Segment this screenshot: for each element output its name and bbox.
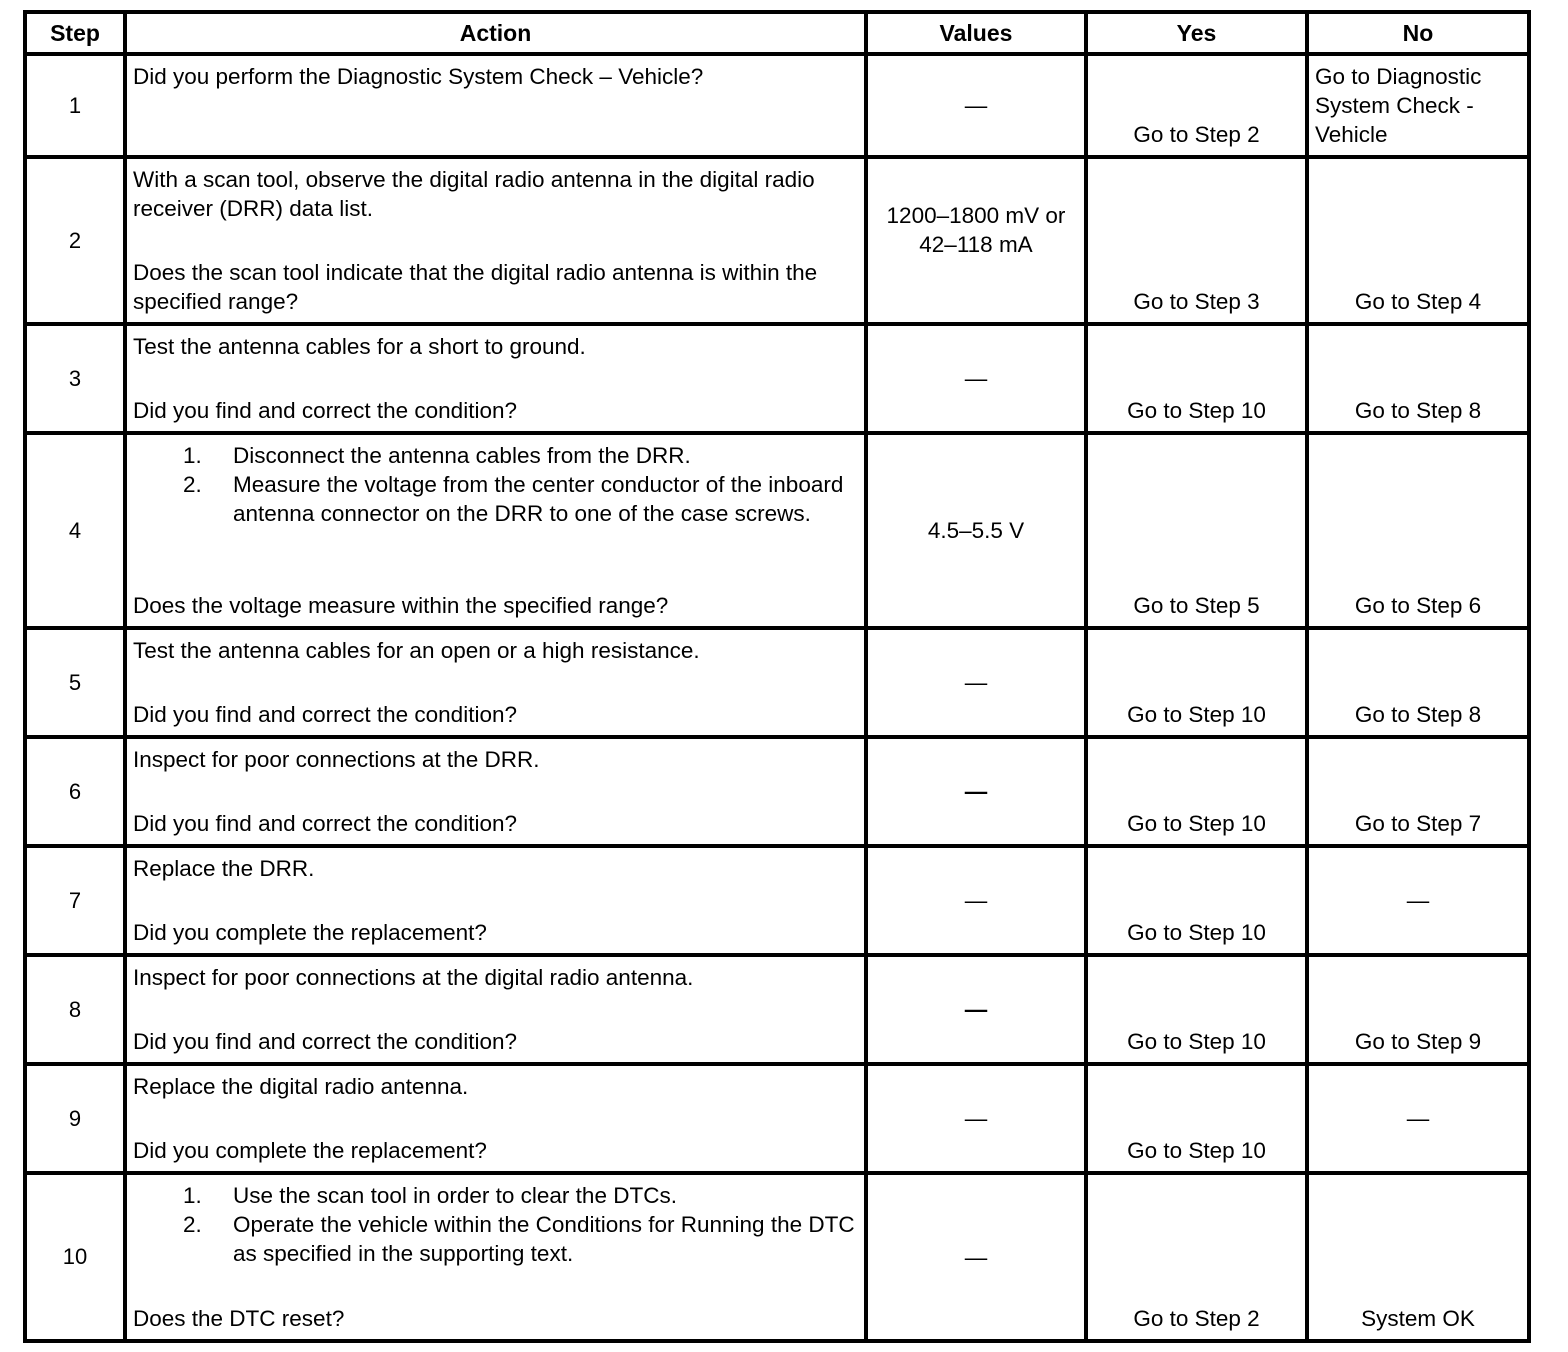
step-number: 7 [25, 846, 125, 955]
yes-link[interactable]: Go to Step 10 [1086, 846, 1307, 955]
no-value: — [1307, 846, 1529, 955]
action-question: Did you complete the replacement? [133, 1138, 487, 1163]
header-yes: Yes [1086, 12, 1307, 54]
value-cell: — [866, 846, 1086, 955]
header-step: Step [25, 12, 125, 54]
table-row [25, 433, 1529, 628]
action-question: Did you complete the replacement? [133, 920, 487, 945]
action-cell [125, 433, 866, 628]
action-text: Test the antenna cables for a short to ground. [133, 334, 586, 359]
table-row [25, 54, 1529, 157]
value-cell: — [866, 54, 1086, 157]
list-item [183, 1181, 858, 1210]
table-row [25, 324, 1529, 433]
action-text: Inspect for poor connections at the DRR. [133, 747, 540, 772]
action-question: Did you find and correct the condition? [133, 702, 517, 727]
diagnostic-table [23, 10, 1531, 1343]
value-cell: — [866, 1064, 1086, 1173]
action-question: Does the voltage measure within the specified range? [133, 593, 669, 618]
action-question: Did you find and correct the condition? [133, 1029, 517, 1054]
value-cell: — [866, 628, 1086, 737]
no-link[interactable]: Go to Step 6 [1307, 433, 1529, 628]
yes-link[interactable]: Go to Step 2 [1086, 54, 1307, 157]
action-cell [125, 54, 866, 157]
action-cell [125, 846, 866, 955]
action-question: Did you find and correct the condition? [133, 811, 517, 836]
action-text: Did you perform the Diagnostic System Check – Vehicle? [133, 64, 704, 89]
action-steps-list [133, 1181, 858, 1268]
yes-link[interactable]: Go to Step 3 [1086, 157, 1307, 324]
yes-link[interactable]: Go to Step 10 [1086, 628, 1307, 737]
action-text: Inspect for poor connections at the digital radio antenna. [133, 965, 694, 990]
no-value: System OK [1307, 1173, 1529, 1341]
yes-link[interactable]: Go to Step 2 [1086, 1173, 1307, 1341]
no-link[interactable]: Go to Step 4 [1307, 157, 1529, 324]
table-row [25, 157, 1529, 324]
yes-link[interactable]: Go to Step 5 [1086, 433, 1307, 628]
action-cell [125, 1064, 866, 1173]
step-number: 8 [25, 955, 125, 1064]
action-question: Did you find and correct the condition? [133, 398, 517, 423]
step-number: 9 [25, 1064, 125, 1173]
action-text: Test the antenna cables for an open or a high resistance. [133, 638, 700, 663]
yes-link[interactable]: Go to Step 10 [1086, 737, 1307, 846]
value-cell: — [866, 955, 1086, 1064]
header-no: No [1307, 12, 1529, 54]
step-number: 6 [25, 737, 125, 846]
list-item-number: 1. [183, 1183, 202, 1208]
action-question: Does the scan tool indicate that the digital radio antenna is within the specified range? [133, 260, 818, 314]
list-item-number: 1. [183, 443, 202, 468]
no-link[interactable]: Go to Step 8 [1307, 324, 1529, 433]
action-cell [125, 955, 866, 1064]
value-cell: — [866, 1173, 1086, 1341]
step-number: 1 [25, 54, 125, 157]
action-cell [125, 157, 866, 324]
action-text: With a scan tool, observe the digital radio antenna in the digital radio receiver (DRR) data list. [133, 167, 815, 221]
header-action: Action [125, 12, 866, 54]
action-text: Replace the DRR. [133, 856, 315, 881]
header-row [25, 12, 1529, 54]
list-item-number: 2. [183, 1212, 202, 1237]
yes-link[interactable]: Go to Step 10 [1086, 324, 1307, 433]
step-number: 5 [25, 628, 125, 737]
action-cell [125, 324, 866, 433]
list-item-text: Use the scan tool in order to clear the DTCs. [233, 1183, 677, 1208]
action-cell [125, 1173, 866, 1341]
no-link[interactable]: Go to Diagnostic System Check - Vehicle [1307, 54, 1529, 157]
no-value: — [1307, 1064, 1529, 1173]
list-item-text: Operate the vehicle within the Conditions for Running the DTC as specified in the supporting text. [233, 1212, 855, 1266]
value-cell: — [866, 737, 1086, 846]
table-row [25, 955, 1529, 1064]
list-item [183, 470, 858, 528]
table-row [25, 1064, 1529, 1173]
no-link[interactable]: Go to Step 7 [1307, 737, 1529, 846]
header-values: Values [866, 12, 1086, 54]
list-item [183, 1210, 858, 1268]
step-number: 3 [25, 324, 125, 433]
yes-link[interactable]: Go to Step 10 [1086, 955, 1307, 1064]
step-number: 10 [25, 1173, 125, 1341]
table-row [25, 1173, 1529, 1341]
action-question: Does the DTC reset? [133, 1306, 345, 1331]
yes-link[interactable]: Go to Step 10 [1086, 1064, 1307, 1173]
no-link[interactable]: Go to Step 8 [1307, 628, 1529, 737]
action-steps-list [133, 441, 858, 528]
action-text: Replace the digital radio antenna. [133, 1074, 469, 1099]
list-item-text: Measure the voltage from the center conductor of the inboard antenna connector on the DRR to one of the case screws. [233, 472, 844, 526]
list-item-number: 2. [183, 472, 202, 497]
action-cell [125, 628, 866, 737]
table-row [25, 628, 1529, 737]
value-cell: — [866, 324, 1086, 433]
list-item [183, 441, 858, 470]
list-item-text: Disconnect the antenna cables from the DRR. [233, 443, 691, 468]
step-number: 2 [25, 157, 125, 324]
value-cell: 4.5–5.5 V [866, 433, 1086, 628]
value-cell: 1200–1800 mV or 42–118 mA [866, 157, 1086, 324]
table-row [25, 846, 1529, 955]
step-number: 4 [25, 433, 125, 628]
no-link[interactable]: Go to Step 9 [1307, 955, 1529, 1064]
action-cell [125, 737, 866, 846]
table-row [25, 737, 1529, 846]
